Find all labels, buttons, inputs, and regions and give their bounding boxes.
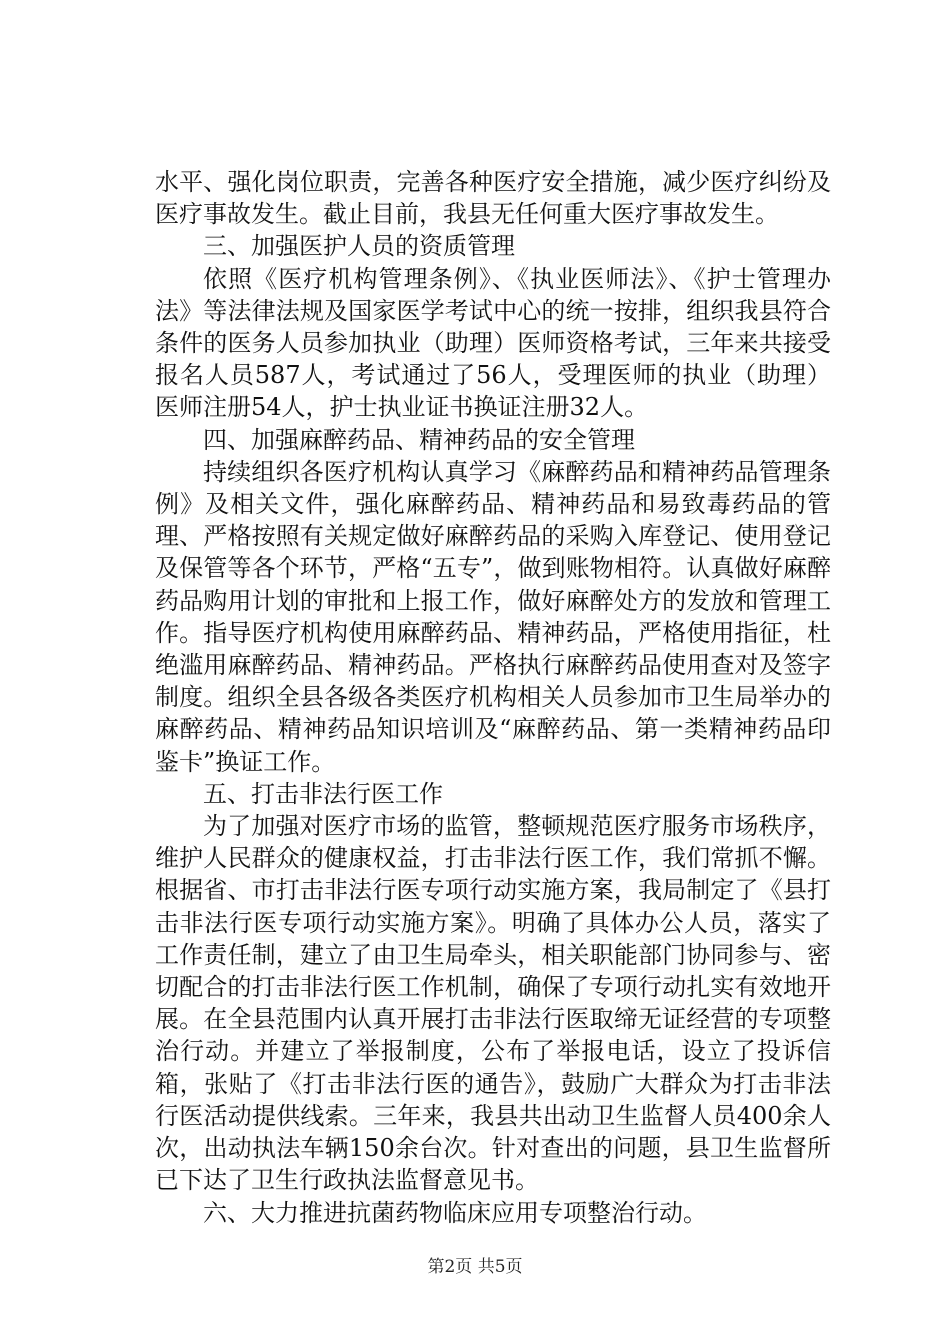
paragraph-narcotics: 持续组织各医疗机构认真学习《麻醉药品和精神药品管理条例》及相关文件，强化麻醉药品、精神药品和易致毒药品的管理、严格按照有关规定做好麻醉药品的采购入库登记、使用登记及保管等各个环节，严格“五专”，做到账物相符。认真做好麻醉药品购用计划的审批和上报工作，做好麻醉处方的发放和管理工作。指导医疗机构使用麻醉药品、精神药品，严格使用指征，杜绝滥用麻醉药品、精神药品。严格执行麻醉药品使用查对及签字制度。组织全县各级各类医疗机构相关人员参加市卫生局举办的麻醉药品、精神药品知识培训及“麻醉药品、第一类精神药品印鉴卡”换证工作。 — [155, 457, 831, 776]
page-number-footer: 第2页 共5页 — [427, 1257, 523, 1277]
section-heading-4: 四、加强麻醉药品、精神药品的安全管理 — [203, 425, 635, 454]
section-heading-5: 五、打击非法行医工作 — [203, 779, 443, 808]
paragraph-continuation: 水平、强化岗位职责，完善各种医疗安全措施，减少医疗纠纷及医疗事故发生。截止目前，我县无任何重大医疗事故发生。 — [155, 168, 831, 229]
document-text — [155, 166, 831, 1229]
paragraph-illegal-practice: 为了加强对医疗市场的监管，整顿规范医疗服务市场秩序，维护人民群众的健康权益，打击非法行医工作，我们常抓不懈。根据省、市打击非法行医专项行动实施方案，我局制定了《县打击非法行医专项行动实施方案》。明确了具体办公人员，落实了工作责任制，建立了由卫生局牵头，相关职能部门协同参与、密切配合的打击非法行医工作机制，确保了专项行动扎实有效地开展。在全县范围内认真开展打击非法行医取缔无证经营的专项整治行动。并建立了举报制度，公布了举报电话，设立了投诉信箱，张贴了《打击非法行医的通告》，鼓励广大群众为打击非法行医活动提供线索。三年来，我县共出动卫生监督人员400余人次，出动执法车辆150余台次。针对查出的问题，县卫生监督所已下达了卫生行政执法监督意见书。 — [155, 812, 831, 1195]
paragraph-qualification: 依照《医疗机构管理条例》、《执业医师法》、《护士管理办法》等法律法规及国家医学考试中心的统一按排，组织我县符合条件的医务人员参加执业（助理）医师资格考试，三年来共接受报名人员587人，考试通过了56人，受理医师的执业（助理）医师注册54人，护士执业证书换证注册32人。 — [155, 264, 831, 422]
section-heading-3: 三、加强医护人员的资质管理 — [203, 232, 515, 261]
section-heading-6: 六、大力推进抗菌药物临床应用专项整治行动。 — [203, 1198, 707, 1227]
